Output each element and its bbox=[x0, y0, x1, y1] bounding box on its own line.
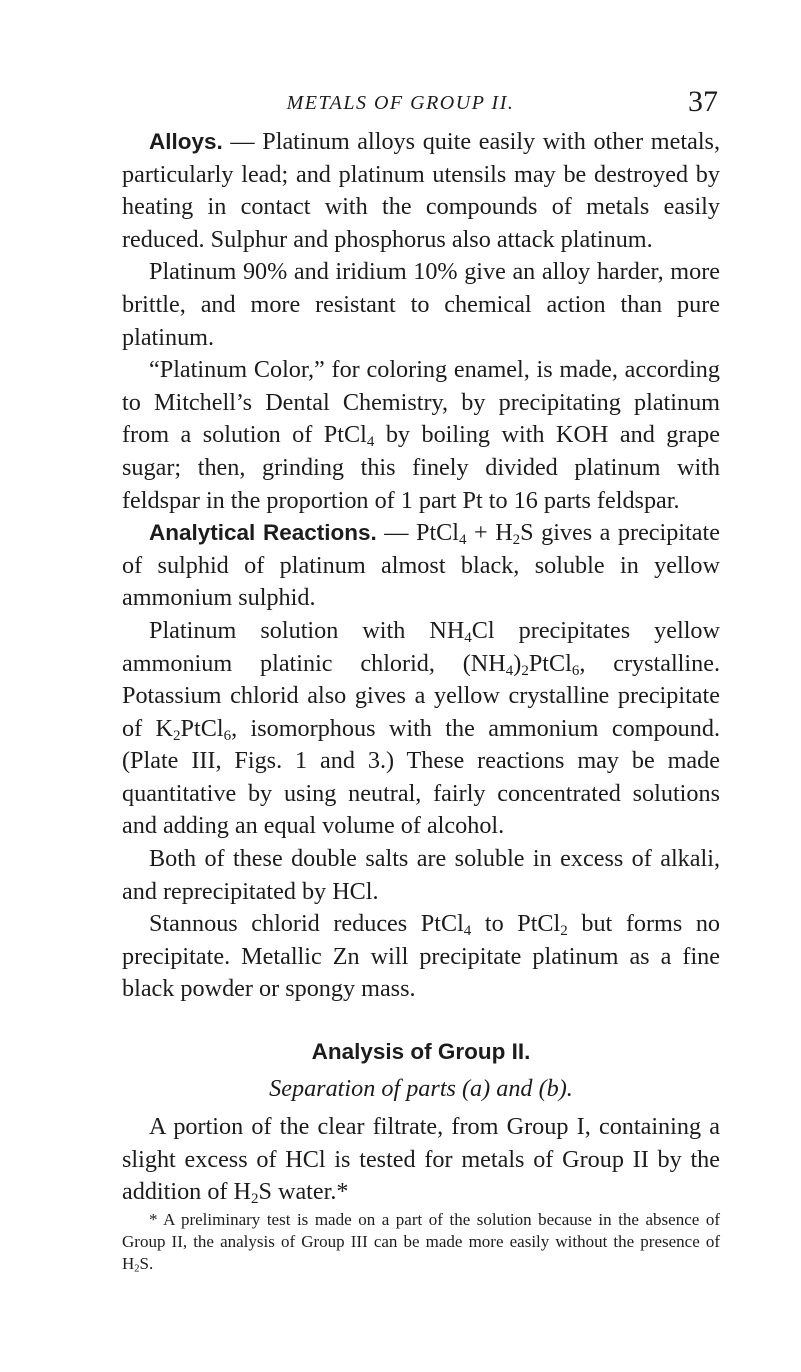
stannous-text-2: to PtCl bbox=[471, 910, 561, 938]
paragraph-double-salts: Both of these double salts are soluble in excess of alkali, and reprecipitated by HCl. bbox=[122, 845, 720, 905]
paragraph-iridium: Platinum 90% and iridium 10% give an alloy harder, more brittle, and more resistant to chemical action than pure platinum. bbox=[122, 258, 720, 351]
footnote-text-2: S. bbox=[139, 1254, 154, 1273]
subscript: 2 bbox=[173, 727, 181, 744]
subscript: 4 bbox=[505, 662, 514, 679]
paragraph-analytical-reactions bbox=[122, 517, 720, 615]
paragraph-stannous bbox=[122, 908, 720, 1006]
ammonium-text-5: , crystalline. Potassium chlorid also gives a yellow crystalline precipitate of K bbox=[122, 649, 721, 742]
subscript: 2 bbox=[521, 662, 529, 679]
ammonium-text-6: PtCl bbox=[180, 714, 224, 742]
subscript: 4 bbox=[464, 629, 472, 646]
sub-heading: Separation of parts (a) and (b). bbox=[269, 1074, 573, 1102]
alloys-text: — Platinum alloys quite easily with other metals, particularly lead; and platinum utensils may be destroyed by heating in contact with the compounds of metals easily reduced. Sulphur and phosphorus also attack platinum. bbox=[122, 128, 720, 253]
filtrate-text-1: A portion of the clear filtrate, from Group I, containing a slight excess of HCl is tested for metals of Group II by the addition of H bbox=[122, 1113, 720, 1206]
paragraph-filtrate bbox=[122, 1111, 720, 1209]
page-number: 37 bbox=[688, 85, 718, 118]
subscript: 4 bbox=[463, 923, 472, 939]
alloys-lead: Alloys. bbox=[149, 129, 223, 154]
subscript: 4 bbox=[366, 434, 375, 451]
analytical-text-3: S gives a precipitate of sulphid of platinum almost black, soluble in yellow ammonium sulphid. bbox=[122, 519, 720, 612]
subscript: 6 bbox=[223, 727, 232, 744]
filtrate-text-2: S water.* bbox=[258, 1178, 349, 1206]
stannous-text-3: but forms no precipitate. Metallic Zn will precipitate platinum as a fine black powder or spongy mass. bbox=[122, 910, 721, 1003]
footnote bbox=[122, 1209, 720, 1275]
subscript: 2 bbox=[512, 531, 521, 548]
subscript: 2 bbox=[250, 1191, 259, 1208]
ammonium-text-2: Cl precipitates yellow ammonium platinic chlorid, (NH bbox=[122, 616, 720, 677]
page-header bbox=[0, 86, 801, 126]
subscript: 2 bbox=[560, 923, 568, 939]
analytical-text-1: — PtCl bbox=[376, 519, 460, 547]
subscript: 4 bbox=[459, 531, 467, 548]
footnote-text-1: * A preliminary test is made on a part of the solution because in the absence of Group II, the analysis of Group III can be made more easily without the presence of H bbox=[122, 1210, 720, 1273]
paragraph-alloys bbox=[122, 126, 720, 256]
ammonium-text-4: PtCl bbox=[528, 649, 572, 677]
body-text bbox=[122, 126, 720, 1275]
section-heading: Analysis of Group II. bbox=[311, 1039, 531, 1065]
stannous-text-1: Stannous chlorid reduces PtCl bbox=[149, 910, 464, 938]
ammonium-text-7: , isomorphous with the ammonium compound. (Plate III, Figs. 1 and 3.) These reactions may be made quantitative by using neutral, fairly concentrated solutions and adding an equal volume of alcohol. bbox=[122, 714, 720, 840]
platinum-color-text-1: “Platinum Color,” for coloring enamel, is made, according to Mitchell’s Dental Chemistry, by precipitating platinum from a solution of PtCl bbox=[122, 356, 720, 449]
platinum-color-text-2: by boiling with KOH and grape sugar; then, grinding this finely divided platinum with feldspar in the proportion of 1 part Pt to 16 parts feldspar. bbox=[122, 421, 721, 514]
running-title: METALS OF GROUP II. bbox=[286, 92, 515, 114]
subscript: 2 bbox=[134, 1263, 140, 1275]
ammonium-text-3: ) bbox=[513, 649, 522, 677]
ammonium-text-1: Platinum solution with NH bbox=[149, 616, 465, 644]
subscript: 6 bbox=[571, 662, 580, 679]
analytical-text-2: + H bbox=[466, 519, 513, 547]
paragraph-ammonium bbox=[122, 615, 720, 843]
paragraph-platinum-color bbox=[122, 354, 720, 517]
analytical-lead: Analytical Reactions. bbox=[149, 520, 377, 546]
